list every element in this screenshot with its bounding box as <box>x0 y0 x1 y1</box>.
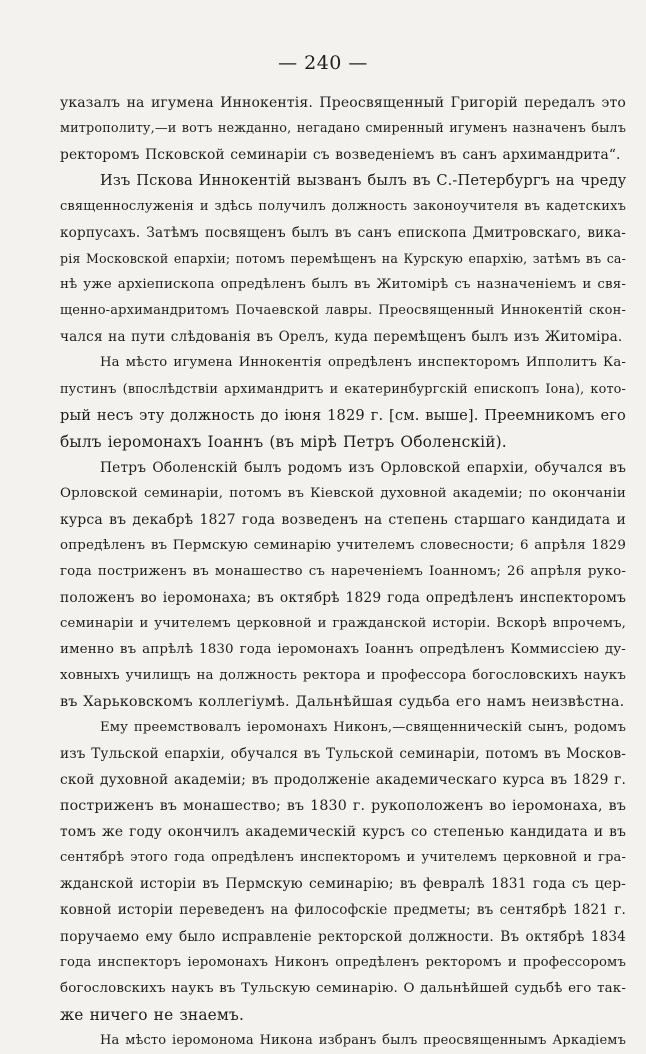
text-line: нѣ уже архіепископа опредѣленъ былъ въ Житомірѣ съ назначеніемъ и свя- <box>60 277 626 293</box>
text-line: На мѣсто игумена Иннокентія опредѣленъ инспекторомъ Ипполитъ Ка- <box>100 355 626 371</box>
text-line: ковной исторіи переведенъ на философскіе предметы; въ сентябрѣ 1821 г. <box>60 902 626 919</box>
text-line: курса въ декабрѣ 1827 года возведенъ на степень старшаго кандидата и <box>60 511 626 528</box>
text-line: рый несъ эту должность до іюня 1829 г. [см. выше]. Преемникомъ его <box>60 406 626 424</box>
text-line: рія Московской епархіи; потомъ перемѣщенъ на Курскую епархію, затѣмъ въ са- <box>60 251 626 267</box>
text-line: поручаемо ему было исправленіе ректорской должности. Въ октябрѣ 1834 <box>60 928 626 945</box>
text-line: щенно-архимандритомъ Почаевской лавры. Преосвященный Иннокентій скон- <box>60 303 626 319</box>
text-line: Петръ Оболенскій былъ родомъ изъ Орловской епархіи, обучался въ <box>100 459 626 476</box>
page-number: — 240 — <box>278 52 368 74</box>
text-line: корпусахъ. Затѣмъ посвященъ былъ въ санъ епископа Дмитровскаго, вика- <box>60 225 626 242</box>
text-line: Ему преемствовалъ іеромонахъ Никонъ,—священническій сынъ, родомъ <box>100 720 626 736</box>
text-line: года инспекторъ іеромонахъ Никонъ опредѣленъ ректоромъ и профессоромъ <box>60 954 626 970</box>
text-line: года постриженъ въ монашество съ нареченіемъ Іоанномъ; 26 апрѣля руко- <box>60 563 626 579</box>
text-line: изъ Тульской епархіи, обучался въ Тульской семинаріи, потомъ въ Москов- <box>60 746 626 763</box>
text-line: именно въ апрѣлѣ 1830 года іеромонахъ Іоаннъ опредѣленъ Коммиссіею ду- <box>60 641 626 657</box>
text-line: опредѣленъ въ Пермскую семинарію учителемъ словесности; 6 апрѣля 1829 <box>60 537 626 553</box>
text-line: ректоромъ Псковской семинаріи съ возведеніемъ въ санъ архимандрита“. <box>60 147 621 164</box>
text-line: На мѣсто іеромонома Никона избранъ былъ преосвященнымъ Аркадіемъ <box>100 1032 626 1048</box>
text-line: чался на пути слѣдованія въ Орелъ, куда перемѣщенъ былъ изъ Житоміра. <box>60 329 623 346</box>
text-line: ховныхъ училищъ на должность ректора и профессора богословскихъ наукъ <box>60 668 626 684</box>
text-line: священнослуженія и здѣсь получилъ должность законоучителя въ кадетскихъ <box>60 199 626 215</box>
text-line: былъ іеромонахъ Іоаннъ (въ мірѣ Петръ Оболенскій). <box>60 432 507 451</box>
text-line: сентябрѣ этого года опредѣленъ инспекторомъ и учителемъ церковной и гра- <box>60 850 626 866</box>
text-line: митрополиту,—и вотъ нежданно, негадано смиренный игуменъ назначенъ былъ <box>60 121 626 137</box>
text-line: богословскихъ наукъ въ Тульскую семинарію. О дальнѣйшей судьбѣ его так- <box>60 980 626 996</box>
text-line: жданской исторіи въ Пермскую семинарію; въ февралѣ 1831 года съ цер- <box>60 876 626 893</box>
text-line: въ Харьковскомъ коллегіумѣ. Дальнѣйшая судьба его намъ неизвѣстна. <box>60 694 625 711</box>
text-line: Изъ Пскова Иннокентій вызванъ былъ въ С.-Петербургъ на чреду <box>100 172 627 190</box>
text-line: томъ же году окончилъ академическій курсъ со степенью кандидата и въ <box>60 824 626 841</box>
text-line: указалъ на игумена Иннокентія. Преосвященный Григорій передалъ это <box>60 95 626 111</box>
text-line: же ничего не знаемъ. <box>60 1005 245 1024</box>
body-text <box>60 90 626 1054</box>
text-line: пустинъ (впослѣдствіи архимандритъ и екатеринбургскій епископъ Іона), кото- <box>60 381 626 397</box>
text-line: Орловской семинаріи, потомъ въ Кіевской духовной академіи; по окончаніи <box>60 485 626 501</box>
text-line: ской духовной академіи; въ продолженіе академическаго курса въ 1829 г. <box>60 772 626 789</box>
text-line: постриженъ въ монашество; въ 1830 г. рукоположенъ во іеромонаха, въ <box>60 798 626 815</box>
text-line: положенъ во іеромонаха; въ октябрѣ 1829 года опредѣленъ инспекторомъ <box>60 589 626 606</box>
text-line: семинаріи и учителемъ церковной и гражданской исторіи. Вскорѣ впрочемъ, <box>60 615 626 631</box>
